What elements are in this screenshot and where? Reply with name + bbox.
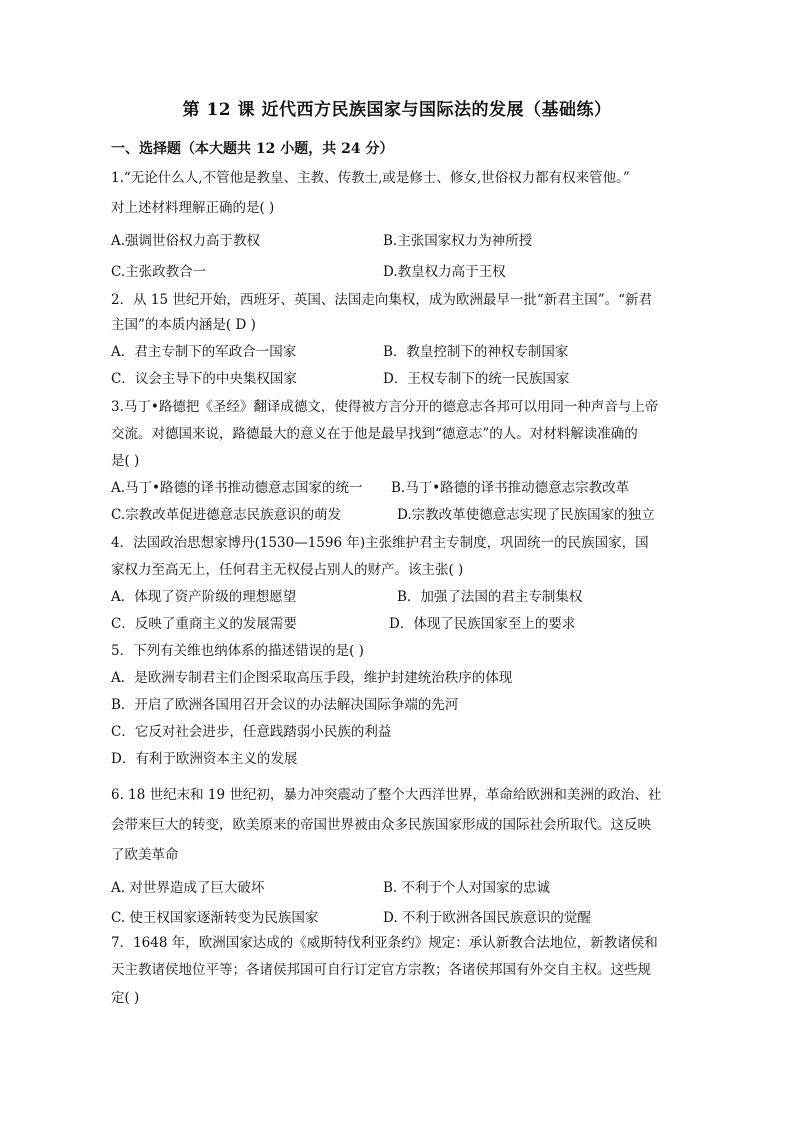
q5-option-a: A．是欧洲专制君主们企图采取高压手段，维护封建统治秩序的体现 — [111, 670, 513, 686]
q5-option-b: B．开启了欧洲各国用召开会议的办法解决国际争端的先河 — [111, 697, 459, 713]
q4-stem-line-2: 家权力至高无上，任何君主无权侵占别人的财产。该主张( ) — [111, 562, 464, 578]
q1-option-a: A.强调世俗权力高于教权 — [111, 233, 261, 249]
q4-option-a: A．体现了资产阶级的理想愿望 — [111, 589, 297, 605]
q6-stem-line-2: 会带来巨大的转变，欧美原来的帝国世界被由众多民族国家形成的国际社会所取代。这反映 — [111, 817, 651, 833]
q4-option-b: B．加强了法国的君主专制集权 — [397, 589, 583, 605]
q1-stem-line-1: 1.“无论什么人,不管他是教皇、主教、传教士,或是修士、修女,世俗权力都有权来管他。” — [111, 170, 630, 186]
q4-option-c: C．反映了重商主义的发展需要 — [111, 616, 297, 632]
q3-option-d: D.宗教改革使德意志实现了民族国家的独立 — [397, 507, 655, 523]
q3-option-b: B.马丁•路德的译书推动德意志宗教改革 — [391, 480, 630, 496]
q2-option-b: B．教皇控制下的神权专制国家 — [383, 344, 569, 360]
q3-stem-line-2: 交流。对德国来说，路德最大的意义在于他是最早找到“德意志”的人。对材料解读准确的 — [111, 426, 638, 442]
q5-stem-line-1: 5．下列有关维也纳体系的描述错误的是( ) — [111, 643, 364, 659]
q1-stem-line-2: 对上述材料理解正确的是( ) — [111, 200, 275, 216]
q7-stem-line-1: 7．1648 年，欧洲国家达成的《威斯特伐利亚条约》规定：承认新教合法地位，新教诸侯和 — [111, 935, 658, 951]
q6-option-a: A. 对世界造成了巨大破坏 — [111, 880, 265, 896]
q4-option-d: D．体现了民族国家至上的要求 — [389, 616, 576, 632]
q7-stem-line-2: 天主教诸侯地位平等；各诸侯邦国可自行订定官方宗教；各诸侯邦国有外交自主权。这些规 — [111, 962, 651, 978]
q4-stem-line-1: 4．法国政治思想家博丹(1530—1596 年)主张维护君主专制度，巩固统一的民族国家，国 — [111, 535, 649, 551]
q2-option-c: C．议会主导下的中央集权国家 — [111, 371, 297, 387]
q3-option-a: A.马丁•路德的译书推动德意志国家的统一 — [111, 480, 363, 496]
q5-option-c: C．它反对社会进步，任意践踏弱小民族的利益 — [111, 724, 392, 740]
q3-option-c: C.宗教改革促进德意志民族意识的萌发 — [111, 507, 342, 523]
q1-option-c: C.主张政教合一 — [111, 264, 207, 280]
q3-stem-line-1: 3.马丁•路德把《圣经》翻译成德文，使得被方言分开的德意志各邦可以用同一种声音与上帝 — [111, 399, 659, 415]
q6-option-b: B. 不利于个人对国家的忠诚 — [383, 880, 551, 896]
q1-option-b: B.主张国家权力为神所授 — [383, 233, 533, 249]
q6-option-c: C. 使王权国家逐渐转变为民族国家 — [111, 910, 319, 926]
q6-option-d: D. 不利于欧洲各国民族意识的觉醒 — [383, 910, 591, 926]
q6-stem-line-1: 6. 18 世纪末和 19 世纪初，暴力冲突震动了整个大西洋世界，革命给欧洲和美洲的政治、社 — [111, 787, 662, 803]
q2-stem-line-1: 2．从 15 世纪开始，西班牙、英国、法国走向集权，成为欧洲最早一批“新君主国”。“新君 — [111, 292, 653, 308]
q2-stem-line-2: 主国”的本质内涵是( D ) — [111, 317, 256, 333]
section-heading: 一、选择题（本大题共 12 小题，共 24 分） — [111, 141, 394, 157]
q2-option-a: A．君主专制下的军政合一国家 — [111, 344, 297, 360]
q7-stem-line-3: 定( ) — [111, 990, 140, 1006]
q5-option-d: D．有利于欧洲资本主义的发展 — [111, 751, 298, 767]
page-title: 第 12 课 近代西方民族国家与国际法的发展（基础练） — [182, 100, 612, 120]
q2-option-d: D．王权专制下的统一民族国家 — [383, 371, 570, 387]
q6-stem-line-3: 了欧美革命 — [111, 847, 179, 863]
q3-stem-line-3: 是( ) — [111, 453, 140, 469]
q1-option-d: D.教皇权力高于王权 — [383, 264, 506, 280]
